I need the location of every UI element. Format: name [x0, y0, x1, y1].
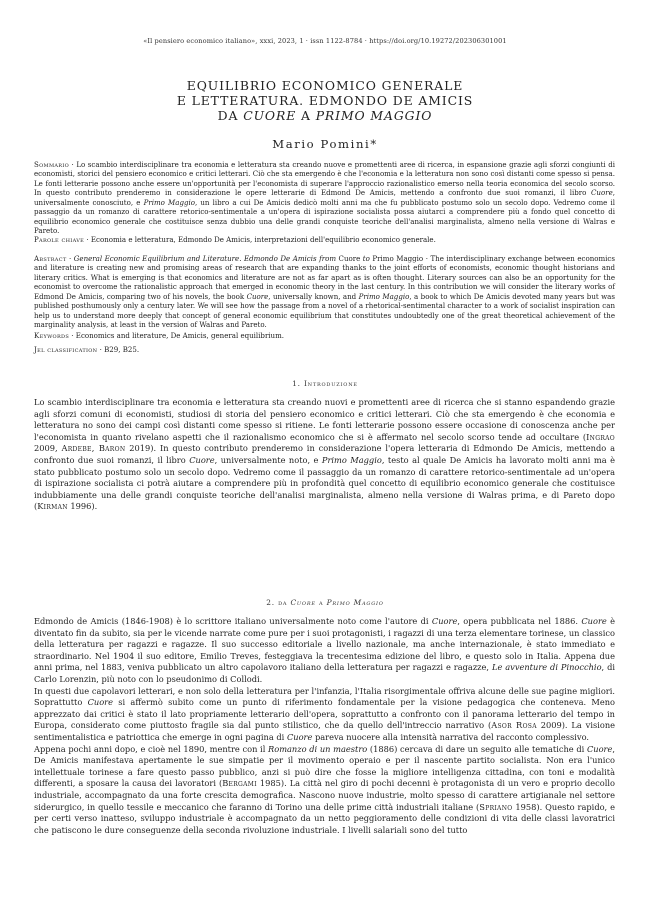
sommario-italic-1: Cuore [591, 188, 613, 198]
s2p2-cite-asor-rosa: Asor Rosa [491, 720, 537, 731]
s2p3-cite-bergami: Bergami [222, 778, 257, 789]
s2p3-text-e: 1958). Questo rapido, e per certi verso inatteso, sviluppo industriale è accompagnato da un netto peggioramento delle condizioni di vita delle classi lavoratrici che patiscono le dure conseguenze della seconda rivoluzione industriale. I livelli salariali sono del tutto [34, 801, 615, 835]
section-2-paragraph-2 [34, 686, 615, 744]
parole-chiave-paragraph [34, 235, 615, 244]
author-name: Mario Pomini* [272, 137, 378, 151]
s1-italic-primo-maggio: Primo Maggio [321, 454, 382, 465]
s1-text-b: 2009, [34, 443, 62, 454]
s1-cite-kirman: Kirman [37, 501, 68, 512]
parole-chiave-label: Parole chiave [34, 235, 85, 244]
s2p3-text-d: 1985). La città nel giro di pochi decenni è protagonista di un vero e proprio decollo industriale, accompagnato da una forte crescita demografica. Nascono nuove industrie, molto spesso di carattere artigianale nel settore siderurgico, in quello tessile e meccanico che faranno di Torino una delle prime città industriali italiane ( [34, 778, 615, 812]
section-1-paragraph [34, 397, 615, 513]
s2p1-text-c: è diventato fin da subito, sia per le vicende narrate come pure per i suoi protagonisti, i ragazzi di una terza elementare torinese, un classico della letteratura per ragazzi e ragazze. Il suo successo editoriale a livello nazionale, ma anche internazionale, è stato immediato e straordinario. Nel 1904 il suo editore, Emilio Treves, festeggiava la trecentesima edizione del libro, e questo solo in Italia. Appena due anni prima, nel 1883, veniva pubblicato un altro capolavoro italiano della letteratura per ragazzi e ragazze, [34, 616, 616, 673]
keywords-text: Economics and literature, De Amicis, general equilibrium. [75, 331, 285, 340]
abstract-label: Abstract [34, 254, 67, 263]
jel-text: B29, B25. [104, 345, 140, 354]
abstract-text-1: The interdisciplinary exchange between economics and literature is creating new and promising areas of research that are expanding thanks to the joint efforts of economists, economic thought historians and literary critics. What is emerging is that economics and literature are not as far apart as is often thought. Literary sources can also be an opportunity for the economist to overcome the rationalistic approach that emerged in economic theory in the last century. In this contribution we will consider the literary works of Edmond De Amicis, comparing two of his novels, the book [34, 254, 615, 301]
s2p2-text-c: 2009). La visione sentimentalistica e patriottica che emerge in ogni pagina di [34, 720, 616, 742]
title-line-3-mid: A [296, 108, 316, 124]
sommario-text-2: , universalmente conosciuto, e [34, 188, 615, 207]
sommario-text-3: , un libro a cui De Amicis dedicò molti anni ma che fu pubblicato postumo solo un secolo dopo. Vedremo come il passaggio da un romanzo di carattere retorico-sentimentale a un'opera di ispirazione socialista possa aiutarci a comprendere più a fondo quel concetto di equilibrio economico generale che costituisce senza dubbio una delle grandi conquiste teoriche dell'analisi marginalista, almeno nella versione di Walras e Pareto. [34, 197, 615, 236]
s2p3-italic-1: Romanzo di un maestro [268, 743, 368, 754]
s2-heading-primo-maggio: Primo Maggio [326, 598, 384, 607]
article-title [0, 78, 650, 124]
title-line-3 [0, 108, 650, 123]
keywords-label: Keywords [34, 331, 70, 340]
title-primo-maggio: PRIMO MAGGIO [315, 108, 433, 124]
section-1-body [34, 397, 615, 513]
abstract-italic-2: Primo Maggio [358, 291, 410, 301]
s2p1-italic-2: Cuore [581, 616, 607, 626]
abstract-text-3: , a book to which De Amicis devoted many years but was published posthumously only a century later. We will see how the passage from a novel of a rhetorical-sentimental character to a work of socialist inspiration can help us to understand more deeply that concept of general economic equilibrium that constitutes undoubtedly one of the great theoretical achievement of the marginality analysis, at least in the version of Walras and Pareto. [34, 291, 615, 330]
s2p1-italic-1: Cuore [431, 616, 458, 626]
abstract-title-roman-2: Primo Maggio [369, 254, 424, 263]
title-line-3-prefix: DA [217, 108, 244, 124]
sommario-sep: · [69, 160, 77, 169]
s1-text-d: , universalmente noto, e [214, 454, 322, 465]
abstract-paragraph [34, 254, 615, 330]
keywords-paragraph [34, 331, 615, 340]
s2p3-text-b: (1886) cercava di dare un seguito alle tematiche di [367, 743, 587, 754]
sommario-italic-2: Primo Maggio [143, 197, 195, 207]
s2p1-italic-3: Le avventure di Pinocchio [491, 662, 602, 673]
s2p3-text-c: , De Amicis manifestava apertamente le sue simpatie per il movimento operaio e per il nascente partito socialista. Non era l'unico intellettuale torinese a fare questo passo pubblico, anzi si può dire che fosse la migliore intelligenza cittadina, con toni e modalità differenti, a sposare la causa dei lavoratori ( [34, 743, 615, 789]
s2p2-text-b: si affermò subito come un punto di riferimento fondamentale per la visione pedagogica che conteneva. Meno apprezzato dai critici è stato il lato propriamente letterario dell'opera, soprattutto a confronto con il panorama letterario del tempo in Europa, considerato come piuttosto fragile sia dal punto stilistico, che da quello dell'intreccio narrativo ( [34, 697, 615, 731]
abstract-text-2: , universally known, and [268, 291, 359, 301]
sommario-label: Sommario [34, 160, 70, 169]
abstract-title-italic-2: to [362, 254, 370, 263]
s2p1-text-a: Edmondo de Amicis (1846-1908) è lo scrittore italiano universalmente noto come l'autore di [34, 616, 432, 626]
s2p1-text-b: , opera pubblicata nel 1886. [457, 616, 582, 626]
keywords-sep: · [69, 331, 76, 340]
jel-label: Jel classification [34, 345, 98, 354]
s2p2-text-a: In questi due capolavori letterari, e non solo della letteratura per l'infanzia, l'Italia risorgimentale offriva alcune delle sue pagine migliori. Soprattutto [34, 685, 615, 708]
sommario-paragraph [34, 160, 615, 236]
s2p3-text-a: Appena pochi anni dopo, e cioè nel 1890, mentre con il [34, 743, 269, 754]
title-line-2: E LETTERATURA. EDMONDO DE AMICIS [176, 93, 474, 109]
section-2-heading [0, 598, 650, 607]
abstract-title-roman-1: Cuore [336, 254, 363, 263]
jel-paragraph [34, 345, 615, 354]
s1-text-c: 2019). In questo contributo prenderemo in considerazione l'opera letteraria di Edmondo De Amicis, mettendo a confronto due suoi romanzi, il libro [34, 443, 615, 465]
running-head: «Il pensiero economico italiano», xxxi, 2023, 1 · issn 1122-8784 · https://doi.org/10.19272/202306301001 [143, 37, 507, 45]
s2-heading-prefix: 2. da [266, 598, 291, 607]
s2p3-italic-2: Cuore [586, 743, 613, 754]
section-2-body [34, 616, 615, 836]
title-cuore: CUORE [243, 108, 297, 124]
abstract-sep-1: · [66, 254, 74, 263]
s2p3-cite-spriano: Spriano [479, 801, 513, 812]
s2p2-text-d: pareva nuocere alla intensità narrativa del racconto complessivo. [312, 731, 590, 742]
s2p1-text-d: , di Carlo Lorenzin, più noto con lo pseudonimo di Collodi. [34, 662, 616, 684]
section-2-paragraph-3 [34, 744, 615, 837]
section-2-paragraph-1 [34, 616, 615, 686]
section-1-heading: 1. Introduzione [292, 379, 358, 388]
s2-heading-cuore: Cuore [290, 598, 316, 607]
parole-chiave-text: Economia e letteratura, Edmondo De Amicis, interpretazioni dell'equilibrio economico generale. [90, 235, 436, 244]
s2-heading-mid: a [315, 598, 327, 607]
s1-text-f: 1996). [67, 501, 98, 512]
s1-text-e: , testo al quale De Amicis ha lavorato molti anni ma è stato pubblicato postumo solo un secolo dopo. Vedremo come il passaggio da un romanzo di carattere retorico-sentimentale ad un'opera di ispirazione socialista ci potrà aiutare a comprendere più in profondità quel concetto di equilibrio economico generale che costituisce indubbiamente una delle grandi conquiste teoriche dell'analisi marginalista, almeno nella versione di Walras prima, e di Pareto dopo ( [34, 454, 615, 512]
s1-cite-ingrao: Ingrao [586, 431, 615, 442]
s2p2-italic-1: Cuore [87, 697, 113, 708]
s2p2-italic-2: Cuore [286, 731, 313, 742]
parole-chiave-sep: · [84, 235, 91, 244]
s1-cite-ardebe-baron: Ardebe, Baron [61, 443, 126, 454]
title-line-1: EQUILIBRIO ECONOMICO GENERALE [186, 78, 464, 93]
abstract-title-italic-1: General Economic Equilibrium and Literature. Edmondo De Amicis from [73, 254, 337, 263]
abstract-sep-2: · [423, 254, 431, 263]
jel-sep: · [97, 345, 105, 354]
sommario-text-1: Lo scambio interdisciplinare tra economia e letteratura sta creando nuove e promettenti aree di ricerca, in espansione grazie agli sforzi congiunti di economisti, storici del pensiero economico e critici letterari. Ciò che sta emergendo è che l'economia e la letteratura non sono così distanti come spesso si pensa. Le fonti letterarie possono anche essere un'opportunità per l'economista di superare l'approccio razionalistico emerso nella teoria economica del secolo scorso. In questo contributo prenderemo in considerazione le opere letterarie di Edmond De Amicis, mettendo a confronto due suoi romanzi, il libro [34, 160, 615, 198]
abstract-italic-1: Cuore [246, 291, 269, 301]
s1-italic-cuore: Cuore [189, 454, 215, 465]
s1-text-a: Lo scambio interdisciplinare tra economia e letteratura sta creando nuovi e promettenti aree di ricerca che si stanno espandendo grazie agli sforzi comuni di economisti, studiosi di storia del pensiero economico e critici letterari. Ciò che sta emergendo è che economia e letteratura no sono dei campi così distanti come spesso si ritiene. Le fonti letterarie possono essere occasione di conoscenza anche per l'economista in quanto rivelano aspetti che il razionalismo economico che si è affermato nel secolo scorso tende ad occultare ( [34, 397, 615, 442]
